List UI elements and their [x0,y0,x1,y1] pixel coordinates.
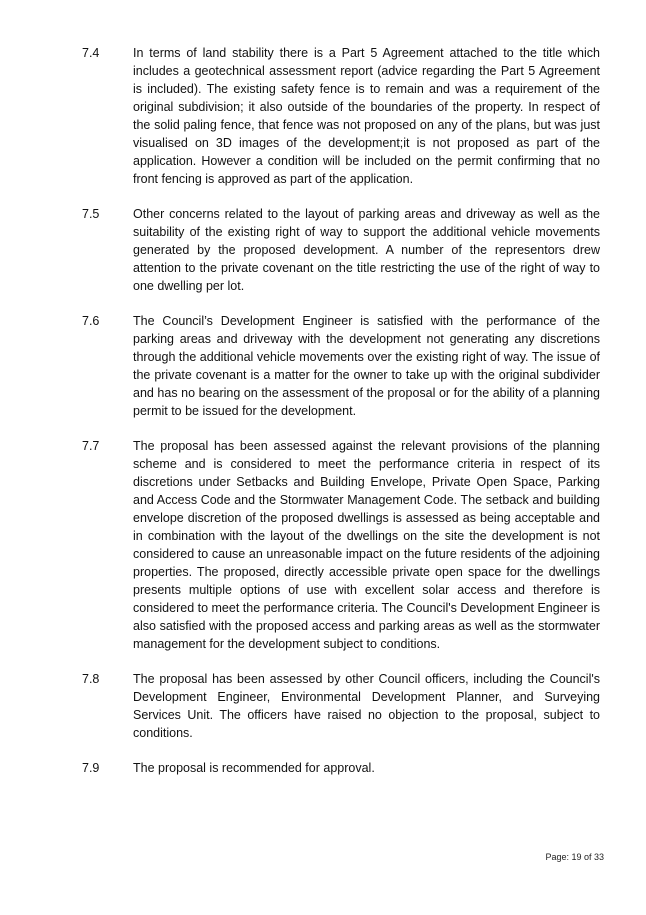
paragraph-number: 7.9 [82,761,100,775]
paragraph-text: The Council’s Development Engineer is satisfied with the performance of the parking areas and driveway with the development not generating any discretions through the additional vehicle movements over the existing right of way. The issue of the private covenant is a matter for the owner to take up with the original subdivider and has no bearing on the assessment of the proposal or for the ability of a planning permit to be issued for the development. [133,314,600,418]
paragraph-text: In terms of land stability there is a Part 5 Agreement attached to the title which includes a geotechnical assessment report (advice regarding the Part 5 Agreement is included). The existing safety fence is to remain and was a requirement of the original subdivision; it also outside of the boundaries of the property. In respect of the solid paling fence, that fence was not proposed on any of the plans, but was just visualised on 3D images of the development;it is not proposed as part of the application. However a condition will be included on the permit confirming that no front fencing is approved as part of the application. [133,46,600,186]
paragraph-text: The proposal is recommended for approval. [133,761,375,775]
paragraph-7-4 [82,44,602,188]
paragraph-7-7 [82,437,602,653]
paragraph-number: 7.6 [82,314,100,328]
paragraph-text: The proposal has been assessed by other Council officers, including the Council's Development Engineer, Environmental Development Planner, and Surveying Services Unit. The officers have raised no objection to the proposal, subject to conditions. [133,672,600,740]
numbered-paragraph-list [82,44,602,794]
paragraph-text: The proposal has been assessed against the relevant provisions of the planning scheme and is considered to meet the performance criteria in respect of its discretions under Setbacks and Building Envelope, Private Open Space, Parking and Access Code and the Stormwater Management Code. The setback and building envelope discretion of the proposed dwellings is assessed as being acceptable and in combination with the layout of the dwellings on the site the development is not considered to cause an unreasonable impact on the future residents of the adjoining properties. The proposed, directly accessible private open space for the dwellings presents multiple options of use with excellent solar access and therefore is considered to meet the performance criteria. The Council's Development Engineer is also satisfied with the proposed access and parking areas as well as the stormwater management for the development subject to conditions. [133,439,600,651]
paragraph-number: 7.7 [82,439,100,453]
paragraph-number: 7.8 [82,672,100,686]
paragraph-7-8 [82,670,602,742]
paragraph-text: Other concerns related to the layout of parking areas and driveway as well as the suitability of the existing right of way to support the additional vehicle movements generated by the proposed development. A number of the representors drew attention to the private covenant on the title restricting the use of the right of way to one dwelling per lot. [133,207,600,293]
page-number-footer: Page: 19 of 33 [545,852,604,862]
paragraph-7-9 [82,759,602,777]
paragraph-number: 7.5 [82,207,100,221]
paragraph-number: 7.4 [82,46,100,60]
paragraph-7-6 [82,312,602,420]
paragraph-7-5 [82,205,602,295]
